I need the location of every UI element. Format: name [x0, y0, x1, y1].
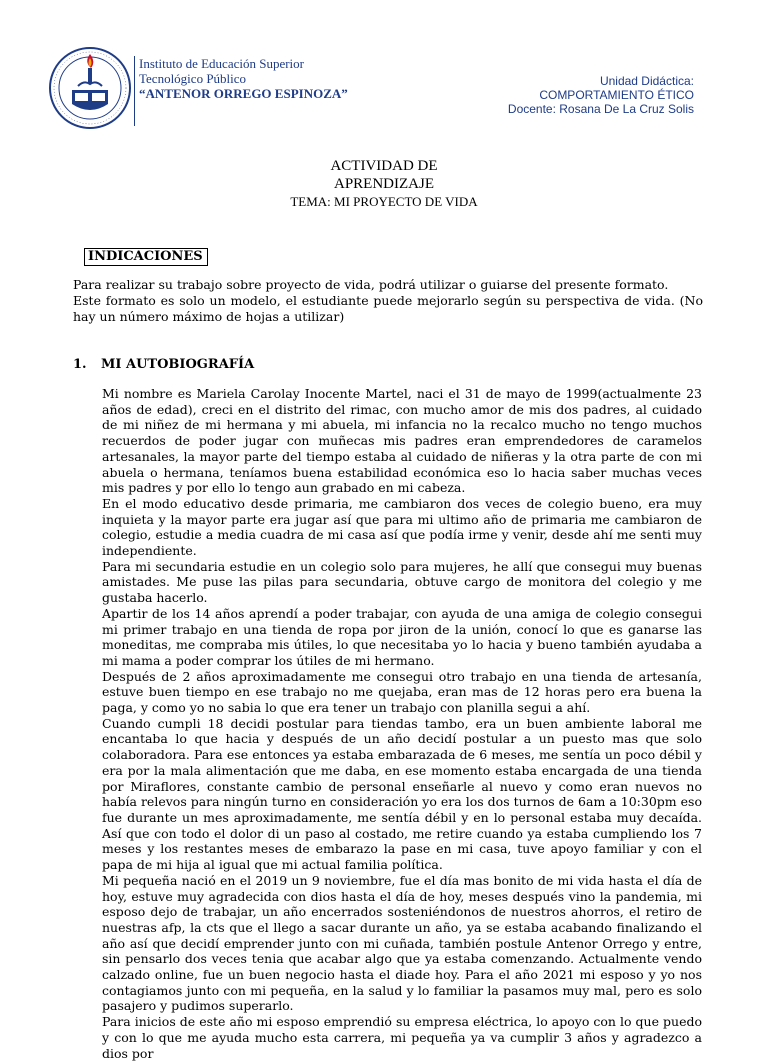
- body-paragraph: Mi nombre es Mariela Carolay Inocente Martel, naci el 31 de mayo de 1999(actualmente 23 años de edad), creci en el distrito del rimac, con mucho amor de mis dos padres, al cuidado de mi niñez de mi hermana y mi abuela, mi infancia no la recalco mucho no tengo muchos recuerdos de poder jugar con muñecas mis padres eran emprendedores de caramelos artesanales, la mayor parte del tiempo estaba al cuidado de niñeras y la otra parte de con mi abuela o hermana, teníamos buena estabilidad económica eso lo hacia saber muchas veces mis padres y por ello lo tengo aun grabado en mi cabeza.: [102, 386, 702, 496]
- autobiography-text: [102, 386, 702, 1061]
- instructions-paragraph: Para realizar su trabajo sobre proyecto de vida, podrá utilizar o guiarse del presente formato.: [73, 277, 669, 292]
- course-name: COMPORTAMIENTO ÉTICO: [539, 88, 694, 102]
- section-title: MI AUTOBIOGRAFÍA: [101, 357, 255, 372]
- body-paragraph: En el modo educativo desde primaria, me cambiaron dos veces de colegio bueno, era muy inquieta y la mayor parte era jugar así que para mi ultimo año de primaria me cambiaron de colegio, estudie a media cuadra de mi casa así que podía irme y venir, desde ahí me senti muy independiente.: [102, 495, 702, 559]
- instructions-text: [73, 277, 703, 325]
- body-paragraph: Apartir de los 14 años aprendí a poder trabajar, con ayuda de una amiga de colegio consegui mi primer trabajo en una tienda de ropa por jiron de la unión, conocí lo que es ganarse las moneditas, me compraba mis útiles, lo que necesitaba yo lo hacia y bueno también ayudaba a mi mama a poder comprar los útiles de mi hermano.: [102, 605, 702, 668]
- body-paragraph: Para mi secundaria estudie en un colegio solo para mujeres, he allí que consegui muy buenas amistades. Me puse las pilas para secundaria, obtuve cargo de monitora del colegio y me gustaba hacerlo.: [102, 558, 702, 606]
- institute-logo: [48, 46, 132, 130]
- body-paragraph: Para inicios de este año mi esposo emprendió su empresa eléctrica, lo apoyo con lo que puedo y con lo que me ayuda mucho esta carrera, mi pequeña ya va cumplir 3 años y agradezco a dios por: [102, 1014, 702, 1061]
- institute-seal-icon: [48, 46, 132, 130]
- section-number: 1.: [73, 357, 87, 372]
- section-heading: [73, 357, 254, 372]
- institute-name: “ANTENOR ORREGO ESPINOZA”: [139, 86, 348, 101]
- institute-line: Instituto de Educación Superior: [139, 56, 304, 71]
- activity-title-line2: APRENDIZAJE: [334, 176, 434, 192]
- body-paragraph: Cuando cumpli 18 decidi postular para tiendas tambo, era un buen ambiente laboral me encantaba lo que hacia y después de un año decidí postular a un puesto mas que solo colaboradora. Para ese entonces ya estaba embarazada de 6 meses, me sentía un poco débil y era por la mala alimentación que me daba, en ese momento estaba encargada de una tienda por Miraflores, constante cambio de personal enseñarle al nuevo y como eran nuevos no había relevos para ningún turno en consideración yo era los dos turnos de 6am a 10:30pm eso fue durante un mes aproximadamente, me sentía débil y en lo personal estaba muy decaída. Así que con todo el dolor di un paso al costado, me retire cuando ya estaba cumpliendo los 7 meses y los restantes meses de embarazo la pase en mi casa, tuve apoyo familiar y con el papa de mi hija al igual que mi actual familia política.: [102, 715, 702, 873]
- activity-topic: TEMA: MI PROYECTO DE VIDA: [290, 194, 478, 209]
- indicaciones-heading: INDICACIONES: [84, 248, 208, 266]
- body-paragraph: Después de 2 años aproximadamente me consegui otro trabajo en una tienda de artesanía, estuve buen tiempo en ese trabajo no me quejaba, eran mas de 12 horas pero era buena la paga, y como yo no sabia lo que era tener un trabajo con planilla segui a ahí.: [102, 668, 702, 716]
- institute-name-block: [134, 56, 348, 126]
- instructions-paragraph: Este formato es solo un modelo, el estudiante puede mejorarlo según su perspectiva de vida. (No hay un número máximo de hojas a utilizar): [73, 293, 703, 324]
- activity-title-line1: ACTIVIDAD DE: [330, 158, 438, 174]
- course-info-block: [508, 74, 694, 116]
- institute-line: Tecnológico Público: [139, 71, 247, 86]
- teacher-name: Docente: Rosana De La Cruz Solis: [507, 102, 694, 116]
- body-paragraph: Mi pequeña nació en el 2019 un 9 noviembre, fue el día mas bonito de mi vida hasta el día de hoy, estuve muy agradecida con dios hasta el día de hoy, meses después vino la pandemia, mi esposo dejo de trabajar, un año encerrados sosteniéndonos de nuestros ahorros, el retiro de nuestras afp, la cts que el llego a sacar durante un año, ya se estaba acabando finalizando el año así que decidí emprender junto con mi cuñada, también postule Antenor Orrego y entre, sin pensarlo dos veces tenia que acabar algo que ya estaba comenzando. Actualmente vendo calzado online, fue un buen negocio hasta el diade hoy. Para el año 2021 mi esposo y yo nos contagiamos junto con mi pequeña, en la salud y lo familiar la pasamos muy mal, pero es solo pasajero y pudimos superarlo.: [102, 872, 702, 1014]
- unit-label: Unidad Didáctica:: [599, 74, 694, 88]
